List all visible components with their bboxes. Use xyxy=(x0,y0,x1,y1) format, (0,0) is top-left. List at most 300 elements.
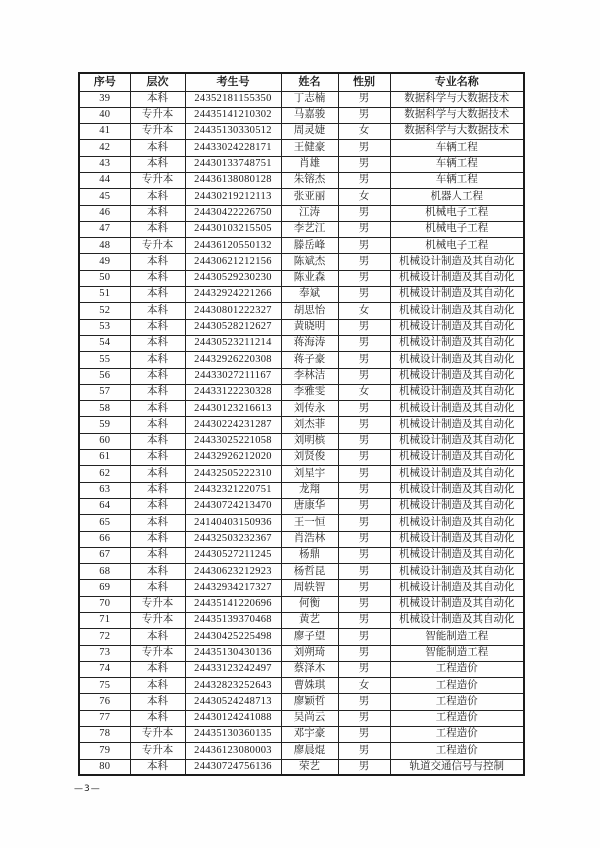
cell-level: 本科 xyxy=(130,564,185,580)
cell-level: 本科 xyxy=(130,270,185,286)
cell-gender: 女 xyxy=(338,384,390,400)
cell-candidate-number: 24435130360135 xyxy=(185,727,281,743)
cell-name: 滕岳峰 xyxy=(281,238,338,254)
cell-major: 工程造价 xyxy=(390,661,524,677)
table-row xyxy=(79,515,524,531)
table-row xyxy=(79,303,524,319)
cell-index: 41 xyxy=(79,124,130,140)
cell-major: 智能制造工程 xyxy=(390,629,524,645)
cell-index: 60 xyxy=(79,433,130,449)
cell-major: 工程造价 xyxy=(390,694,524,710)
column-header-gender: 性别 xyxy=(338,73,390,91)
cell-gender: 男 xyxy=(338,172,390,188)
table-row xyxy=(79,629,524,645)
table-row xyxy=(79,743,524,759)
cell-name: 刘杰菲 xyxy=(281,417,338,433)
cell-gender: 男 xyxy=(338,629,390,645)
cell-gender: 男 xyxy=(338,759,390,775)
cell-gender: 男 xyxy=(338,466,390,482)
cell-major: 机械设计制造及其自动化 xyxy=(390,531,524,547)
cell-level: 本科 xyxy=(130,710,185,726)
cell-name: 廖晨焜 xyxy=(281,743,338,759)
cell-name: 杨鼎 xyxy=(281,547,338,563)
cell-gender: 男 xyxy=(338,596,390,612)
cell-name: 荣艺 xyxy=(281,759,338,775)
cell-index: 51 xyxy=(79,287,130,303)
cell-level: 专升本 xyxy=(130,124,185,140)
table-row xyxy=(79,678,524,694)
cell-level: 专升本 xyxy=(130,107,185,123)
cell-gender: 男 xyxy=(338,531,390,547)
cell-name: 奉斌 xyxy=(281,287,338,303)
cell-index: 50 xyxy=(79,270,130,286)
cell-index: 57 xyxy=(79,384,130,400)
cell-name: 邓宇豪 xyxy=(281,727,338,743)
cell-index: 45 xyxy=(79,189,130,205)
cell-name: 肖雄 xyxy=(281,156,338,172)
cell-candidate-number: 24432505222310 xyxy=(185,466,281,482)
cell-gender: 男 xyxy=(338,564,390,580)
cell-name: 吴尚云 xyxy=(281,710,338,726)
cell-major: 机械设计制造及其自动化 xyxy=(390,352,524,368)
cell-index: 72 xyxy=(79,629,130,645)
cell-major: 轨道交通信号与控制 xyxy=(390,759,524,775)
cell-gender: 男 xyxy=(338,694,390,710)
column-header-candidate: 考生号 xyxy=(185,73,281,91)
cell-index: 71 xyxy=(79,613,130,629)
column-header-index: 序号 xyxy=(79,73,130,91)
cell-name: 黄晓明 xyxy=(281,319,338,335)
cell-candidate-number: 24430623212923 xyxy=(185,564,281,580)
cell-candidate-number: 24430124241088 xyxy=(185,710,281,726)
cell-level: 本科 xyxy=(130,384,185,400)
cell-level: 本科 xyxy=(130,482,185,498)
cell-major: 机械设计制造及其自动化 xyxy=(390,368,524,384)
cell-gender: 男 xyxy=(338,710,390,726)
cell-candidate-number: 24432924221266 xyxy=(185,287,281,303)
cell-major: 车辆工程 xyxy=(390,140,524,156)
cell-name: 李雅雯 xyxy=(281,384,338,400)
cell-major: 数据科学与大数据技术 xyxy=(390,124,524,140)
cell-index: 54 xyxy=(79,335,130,351)
cell-gender: 男 xyxy=(338,221,390,237)
cell-index: 78 xyxy=(79,727,130,743)
cell-candidate-number: 24430224231287 xyxy=(185,417,281,433)
cell-index: 55 xyxy=(79,352,130,368)
cell-level: 本科 xyxy=(130,319,185,335)
table-row xyxy=(79,368,524,384)
cell-major: 机器人工程 xyxy=(390,189,524,205)
cell-index: 53 xyxy=(79,319,130,335)
cell-candidate-number: 24435139370468 xyxy=(185,613,281,629)
cell-major: 机械设计制造及其自动化 xyxy=(390,417,524,433)
cell-gender: 女 xyxy=(338,189,390,205)
cell-level: 本科 xyxy=(130,417,185,433)
cell-level: 专升本 xyxy=(130,596,185,612)
cell-major: 机械设计制造及其自动化 xyxy=(390,564,524,580)
cell-level: 本科 xyxy=(130,303,185,319)
cell-candidate-number: 24430123216613 xyxy=(185,401,281,417)
cell-name: 王健豪 xyxy=(281,140,338,156)
cell-candidate-number: 24430528212627 xyxy=(185,319,281,335)
cell-index: 67 xyxy=(79,547,130,563)
cell-gender: 男 xyxy=(338,645,390,661)
cell-name: 蒋子豪 xyxy=(281,352,338,368)
column-header-level: 层次 xyxy=(130,73,185,91)
cell-major: 机械设计制造及其自动化 xyxy=(390,433,524,449)
table-body xyxy=(79,91,524,775)
cell-level: 本科 xyxy=(130,189,185,205)
cell-index: 73 xyxy=(79,645,130,661)
cell-major: 机械设计制造及其自动化 xyxy=(390,482,524,498)
cell-gender: 男 xyxy=(338,205,390,221)
cell-candidate-number: 24430621212156 xyxy=(185,254,281,270)
cell-major: 工程造价 xyxy=(390,727,524,743)
table-row xyxy=(79,107,524,123)
cell-name: 周灵婕 xyxy=(281,124,338,140)
table-row xyxy=(79,254,524,270)
cell-level: 本科 xyxy=(130,678,185,694)
cell-index: 52 xyxy=(79,303,130,319)
cell-candidate-number: 24436138080128 xyxy=(185,172,281,188)
cell-index: 65 xyxy=(79,515,130,531)
cell-candidate-number: 24430524248713 xyxy=(185,694,281,710)
cell-candidate-number: 24430801222327 xyxy=(185,303,281,319)
cell-major: 机械设计制造及其自动化 xyxy=(390,596,524,612)
cell-index: 79 xyxy=(79,743,130,759)
table-row xyxy=(79,401,524,417)
cell-name: 曹姝琪 xyxy=(281,678,338,694)
cell-level: 专升本 xyxy=(130,645,185,661)
table-row xyxy=(79,205,524,221)
cell-gender: 男 xyxy=(338,270,390,286)
cell-name: 马嘉骏 xyxy=(281,107,338,123)
cell-index: 48 xyxy=(79,238,130,254)
cell-candidate-number: 24432926212020 xyxy=(185,450,281,466)
cell-candidate-number: 24433027211167 xyxy=(185,368,281,384)
cell-candidate-number: 24430527211245 xyxy=(185,547,281,563)
cell-gender: 男 xyxy=(338,743,390,759)
cell-name: 何衡 xyxy=(281,596,338,612)
table-row xyxy=(79,140,524,156)
cell-major: 车辆工程 xyxy=(390,172,524,188)
cell-gender: 男 xyxy=(338,661,390,677)
cell-level: 本科 xyxy=(130,547,185,563)
cell-index: 64 xyxy=(79,498,130,514)
table-row xyxy=(79,498,524,514)
cell-name: 丁志楠 xyxy=(281,91,338,107)
table-row xyxy=(79,710,524,726)
cell-candidate-number: 24430724756136 xyxy=(185,759,281,775)
cell-name: 刘星宇 xyxy=(281,466,338,482)
cell-major: 车辆工程 xyxy=(390,156,524,172)
table-row xyxy=(79,124,524,140)
cell-gender: 男 xyxy=(338,352,390,368)
cell-name: 蒋海涛 xyxy=(281,335,338,351)
cell-name: 胡思怡 xyxy=(281,303,338,319)
cell-level: 本科 xyxy=(130,401,185,417)
table-row xyxy=(79,384,524,400)
cell-index: 74 xyxy=(79,661,130,677)
table-row xyxy=(79,661,524,677)
cell-candidate-number: 24436123080003 xyxy=(185,743,281,759)
cell-index: 66 xyxy=(79,531,130,547)
cell-index: 76 xyxy=(79,694,130,710)
table-row xyxy=(79,450,524,466)
cell-gender: 男 xyxy=(338,140,390,156)
cell-index: 49 xyxy=(79,254,130,270)
table-row xyxy=(79,352,524,368)
cell-level: 专升本 xyxy=(130,613,185,629)
cell-candidate-number: 24435130330512 xyxy=(185,124,281,140)
cell-major: 数据科学与大数据技术 xyxy=(390,107,524,123)
cell-level: 本科 xyxy=(130,661,185,677)
cell-candidate-number: 24433024228171 xyxy=(185,140,281,156)
cell-candidate-number: 24430529230230 xyxy=(185,270,281,286)
cell-major: 机械设计制造及其自动化 xyxy=(390,384,524,400)
cell-major: 机械设计制造及其自动化 xyxy=(390,401,524,417)
cell-gender: 男 xyxy=(338,368,390,384)
cell-index: 40 xyxy=(79,107,130,123)
cell-name: 张亚丽 xyxy=(281,189,338,205)
cell-index: 68 xyxy=(79,564,130,580)
cell-candidate-number: 24433025221058 xyxy=(185,433,281,449)
cell-index: 77 xyxy=(79,710,130,726)
cell-candidate-number: 24432926220308 xyxy=(185,352,281,368)
cell-major: 机械设计制造及其自动化 xyxy=(390,254,524,270)
column-header-name: 姓名 xyxy=(281,73,338,91)
table-row xyxy=(79,189,524,205)
table-row xyxy=(79,727,524,743)
cell-major: 数据科学与大数据技术 xyxy=(390,91,524,107)
cell-name: 周轶智 xyxy=(281,580,338,596)
cell-major: 机械设计制造及其自动化 xyxy=(390,303,524,319)
cell-level: 本科 xyxy=(130,531,185,547)
cell-name: 蔡泽木 xyxy=(281,661,338,677)
cell-name: 李林洁 xyxy=(281,368,338,384)
cell-gender: 男 xyxy=(338,482,390,498)
table-header-row xyxy=(79,73,524,91)
cell-name: 陈斌杰 xyxy=(281,254,338,270)
cell-gender: 男 xyxy=(338,417,390,433)
cell-index: 44 xyxy=(79,172,130,188)
table-row xyxy=(79,156,524,172)
table-row xyxy=(79,547,524,563)
cell-name: 刘传永 xyxy=(281,401,338,417)
cell-index: 63 xyxy=(79,482,130,498)
cell-name: 陈业森 xyxy=(281,270,338,286)
cell-level: 本科 xyxy=(130,91,185,107)
cell-candidate-number: 24430133748751 xyxy=(185,156,281,172)
cell-major: 机械设计制造及其自动化 xyxy=(390,498,524,514)
cell-gender: 男 xyxy=(338,613,390,629)
cell-name: 廖子望 xyxy=(281,629,338,645)
table-row xyxy=(79,759,524,775)
cell-name: 黄艺 xyxy=(281,613,338,629)
cell-major: 智能制造工程 xyxy=(390,645,524,661)
cell-candidate-number: 24352181155350 xyxy=(185,91,281,107)
table-row xyxy=(79,221,524,237)
cell-level: 专升本 xyxy=(130,727,185,743)
cell-major: 机械设计制造及其自动化 xyxy=(390,466,524,482)
cell-candidate-number: 24435141220696 xyxy=(185,596,281,612)
cell-gender: 男 xyxy=(338,107,390,123)
cell-major: 工程造价 xyxy=(390,710,524,726)
table-row xyxy=(79,694,524,710)
cell-gender: 男 xyxy=(338,401,390,417)
cell-gender: 男 xyxy=(338,287,390,303)
table-row xyxy=(79,613,524,629)
cell-gender: 男 xyxy=(338,450,390,466)
cell-level: 本科 xyxy=(130,156,185,172)
cell-major: 机械设计制造及其自动化 xyxy=(390,613,524,629)
cell-candidate-number: 24430422226750 xyxy=(185,205,281,221)
table-row xyxy=(79,596,524,612)
cell-candidate-number: 24430219212113 xyxy=(185,189,281,205)
cell-major: 机械设计制造及其自动化 xyxy=(390,547,524,563)
cell-index: 46 xyxy=(79,205,130,221)
table-row xyxy=(79,319,524,335)
cell-major: 机械电子工程 xyxy=(390,221,524,237)
cell-index: 62 xyxy=(79,466,130,482)
cell-index: 75 xyxy=(79,678,130,694)
table-row xyxy=(79,417,524,433)
cell-level: 本科 xyxy=(130,254,185,270)
table-row xyxy=(79,482,524,498)
cell-name: 肖浩林 xyxy=(281,531,338,547)
cell-level: 专升本 xyxy=(130,238,185,254)
cell-level: 本科 xyxy=(130,368,185,384)
cell-name: 朱镕杰 xyxy=(281,172,338,188)
cell-name: 刘贤俊 xyxy=(281,450,338,466)
table-row xyxy=(79,645,524,661)
cell-level: 本科 xyxy=(130,629,185,645)
cell-level: 专升本 xyxy=(130,743,185,759)
cell-name: 王一恒 xyxy=(281,515,338,531)
cell-major: 机械电子工程 xyxy=(390,205,524,221)
cell-level: 本科 xyxy=(130,498,185,514)
cell-gender: 男 xyxy=(338,91,390,107)
cell-gender: 男 xyxy=(338,319,390,335)
cell-index: 70 xyxy=(79,596,130,612)
cell-candidate-number: 24432321220751 xyxy=(185,482,281,498)
cell-candidate-number: 24435141210302 xyxy=(185,107,281,123)
cell-major: 机械设计制造及其自动化 xyxy=(390,515,524,531)
cell-gender: 男 xyxy=(338,727,390,743)
cell-major: 机械设计制造及其自动化 xyxy=(390,450,524,466)
cell-gender: 男 xyxy=(338,238,390,254)
cell-gender: 女 xyxy=(338,678,390,694)
cell-name: 杨哲昆 xyxy=(281,564,338,580)
cell-index: 59 xyxy=(79,417,130,433)
cell-major: 工程造价 xyxy=(390,743,524,759)
cell-candidate-number: 24433122230328 xyxy=(185,384,281,400)
cell-major: 机械设计制造及其自动化 xyxy=(390,287,524,303)
cell-level: 本科 xyxy=(130,335,185,351)
cell-index: 39 xyxy=(79,91,130,107)
cell-major: 机械设计制造及其自动化 xyxy=(390,270,524,286)
cell-index: 47 xyxy=(79,221,130,237)
cell-level: 本科 xyxy=(130,694,185,710)
cell-name: 龙翔 xyxy=(281,482,338,498)
cell-index: 42 xyxy=(79,140,130,156)
cell-index: 69 xyxy=(79,580,130,596)
cell-candidate-number: 24433123242497 xyxy=(185,661,281,677)
cell-major: 机械设计制造及其自动化 xyxy=(390,580,524,596)
cell-candidate-number: 24432503232367 xyxy=(185,531,281,547)
table-row xyxy=(79,466,524,482)
cell-major: 机械设计制造及其自动化 xyxy=(390,319,524,335)
cell-level: 本科 xyxy=(130,515,185,531)
cell-candidate-number: 24430724213470 xyxy=(185,498,281,514)
cell-name: 廖颖哲 xyxy=(281,694,338,710)
cell-name: 刘朔琦 xyxy=(281,645,338,661)
cell-index: 58 xyxy=(79,401,130,417)
table-row xyxy=(79,433,524,449)
cell-name: 江涛 xyxy=(281,205,338,221)
cell-gender: 男 xyxy=(338,547,390,563)
cell-gender: 男 xyxy=(338,515,390,531)
cell-major: 机械设计制造及其自动化 xyxy=(390,335,524,351)
page-number: —3— xyxy=(74,784,101,794)
cell-candidate-number: 24430425225498 xyxy=(185,629,281,645)
cell-name: 唐康华 xyxy=(281,498,338,514)
cell-index: 43 xyxy=(79,156,130,172)
cell-level: 本科 xyxy=(130,466,185,482)
cell-gender: 女 xyxy=(338,303,390,319)
cell-level: 本科 xyxy=(130,287,185,303)
cell-level: 本科 xyxy=(130,221,185,237)
cell-level: 本科 xyxy=(130,433,185,449)
cell-gender: 男 xyxy=(338,254,390,270)
table-row xyxy=(79,287,524,303)
table-row xyxy=(79,270,524,286)
admission-roster-table xyxy=(78,72,525,776)
cell-level: 专升本 xyxy=(130,172,185,188)
cell-gender: 男 xyxy=(338,433,390,449)
cell-level: 本科 xyxy=(130,140,185,156)
cell-major: 机械电子工程 xyxy=(390,238,524,254)
cell-candidate-number: 24430523211214 xyxy=(185,335,281,351)
cell-gender: 男 xyxy=(338,335,390,351)
table-row xyxy=(79,335,524,351)
table-row xyxy=(79,531,524,547)
cell-candidate-number: 24432823252643 xyxy=(185,678,281,694)
cell-candidate-number: 24432934217327 xyxy=(185,580,281,596)
table-header xyxy=(79,73,524,91)
cell-level: 本科 xyxy=(130,450,185,466)
table-row xyxy=(79,564,524,580)
cell-name: 刘明槟 xyxy=(281,433,338,449)
table-row xyxy=(79,238,524,254)
cell-gender: 男 xyxy=(338,498,390,514)
cell-gender: 男 xyxy=(338,156,390,172)
cell-index: 61 xyxy=(79,450,130,466)
cell-level: 本科 xyxy=(130,352,185,368)
cell-candidate-number: 24435130430136 xyxy=(185,645,281,661)
cell-level: 本科 xyxy=(130,205,185,221)
cell-candidate-number: 24430103215505 xyxy=(185,221,281,237)
cell-index: 80 xyxy=(79,759,130,775)
cell-candidate-number: 24436120550132 xyxy=(185,238,281,254)
cell-candidate-number: 24140403150936 xyxy=(185,515,281,531)
table-row xyxy=(79,172,524,188)
cell-gender: 男 xyxy=(338,580,390,596)
cell-name: 李艺江 xyxy=(281,221,338,237)
cell-gender: 女 xyxy=(338,124,390,140)
column-header-major: 专业名称 xyxy=(390,73,524,91)
table-row xyxy=(79,580,524,596)
